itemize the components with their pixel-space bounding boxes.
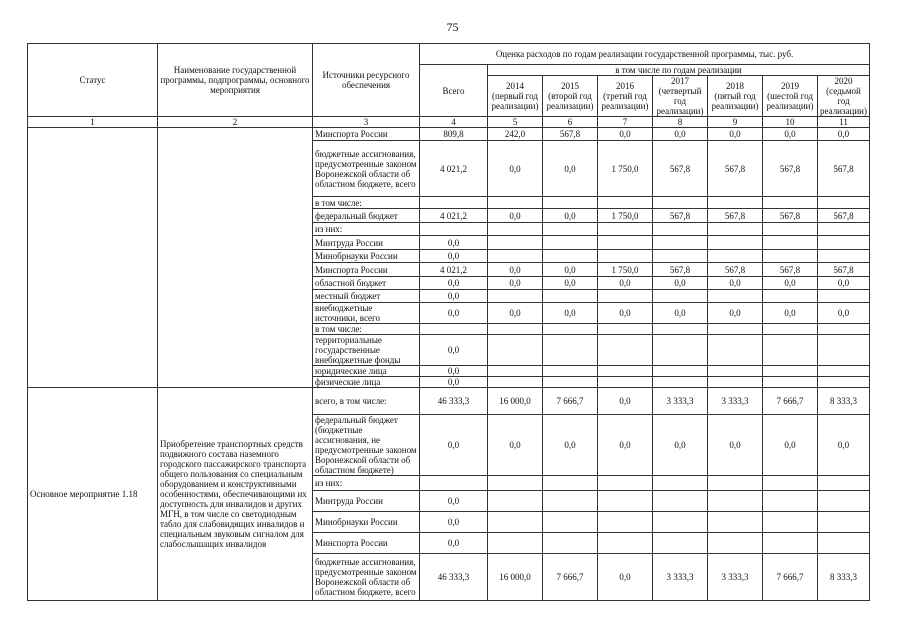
year-header xyxy=(543,76,598,117)
value-cell xyxy=(488,250,543,263)
column-number: 2 xyxy=(158,117,313,128)
value-cell: 0,0 xyxy=(420,303,488,324)
value-cell xyxy=(653,324,708,335)
value-cell xyxy=(653,512,708,533)
value-cell xyxy=(488,366,543,377)
value-cell xyxy=(708,533,763,554)
value-cell: 0,0 xyxy=(708,303,763,324)
source-cell: из них: xyxy=(313,476,420,491)
value-cell: 1 750,0 xyxy=(598,263,653,277)
value-cell xyxy=(543,335,598,366)
column-number: 10 xyxy=(763,117,818,128)
source-cell: Минобрнауки России xyxy=(313,512,420,533)
value-cell xyxy=(708,377,763,388)
value-cell xyxy=(818,512,870,533)
year-number: 2020 xyxy=(834,76,853,86)
value-cell xyxy=(653,236,708,250)
source-cell: юридические лица xyxy=(313,366,420,377)
estimate-header: Оценка расходов по годам реализации государственной программы, тыс. руб. xyxy=(420,44,870,65)
value-cell: 4 021,2 xyxy=(420,209,488,223)
source-cell: бюджетные ассигнования, предусмотренные законом Воронежской области об областном бюджете, всего xyxy=(313,554,420,601)
value-cell: 7 666,7 xyxy=(763,388,818,415)
source-cell: местный бюджет xyxy=(313,290,420,303)
value-cell xyxy=(420,476,488,491)
value-cell xyxy=(653,533,708,554)
value-cell: 7 666,7 xyxy=(763,554,818,601)
value-cell xyxy=(543,533,598,554)
value-cell xyxy=(598,324,653,335)
value-cell xyxy=(488,377,543,388)
value-cell xyxy=(598,366,653,377)
value-cell: 0,0 xyxy=(598,415,653,476)
event-status: Основное мероприятие 1.18 xyxy=(28,388,158,601)
value-cell xyxy=(488,197,543,209)
value-cell: 0,0 xyxy=(488,415,543,476)
value-cell xyxy=(598,335,653,366)
value-cell xyxy=(818,290,870,303)
value-cell xyxy=(818,250,870,263)
year-label: (первый год реализации) xyxy=(491,91,539,111)
year-label: (третий год реализации) xyxy=(601,91,649,111)
page-number: 75 xyxy=(446,20,459,34)
value-cell xyxy=(763,197,818,209)
value-cell xyxy=(543,197,598,209)
value-cell xyxy=(488,236,543,250)
value-cell: 16 000,0 xyxy=(488,554,543,601)
value-cell: 0,0 xyxy=(598,303,653,324)
value-cell xyxy=(818,335,870,366)
value-cell: 0,0 xyxy=(708,415,763,476)
value-cell xyxy=(708,290,763,303)
event-name: Приобретение транспортных средств подвижного состава наземного городского пассажирского транспорта общего пользования со специальным оборудованием и конструктивными особенностями, обеспечивающими их доступность для инвалидов и других МГН, в том числе со светодиодным табло для слабовидящих инвалидов и специальным звуковым сигналом для слабослышащих инвалидов xyxy=(158,388,313,601)
source-cell: всего, в том числе: xyxy=(313,388,420,415)
value-cell: 7 666,7 xyxy=(543,388,598,415)
value-cell xyxy=(488,223,543,236)
year-label: (четвертый год реализации) xyxy=(656,86,704,116)
value-cell xyxy=(543,476,598,491)
year-header xyxy=(818,76,870,117)
value-cell: 0,0 xyxy=(543,209,598,223)
value-cell: 3 333,3 xyxy=(653,554,708,601)
value-cell: 0,0 xyxy=(543,415,598,476)
value-cell: 3 333,3 xyxy=(653,388,708,415)
year-number: 2014 xyxy=(506,81,524,91)
value-cell xyxy=(708,366,763,377)
source-cell: Минспорта России xyxy=(313,263,420,277)
value-cell xyxy=(543,491,598,512)
value-cell: 0,0 xyxy=(543,303,598,324)
source-cell: Минспорта России xyxy=(313,533,420,554)
value-cell: 0,0 xyxy=(598,554,653,601)
value-cell: 567,8 xyxy=(708,141,763,197)
column-number: 6 xyxy=(543,117,598,128)
value-cell xyxy=(543,377,598,388)
column-number: 8 xyxy=(653,117,708,128)
value-cell xyxy=(763,236,818,250)
value-cell xyxy=(488,324,543,335)
value-cell: 567,8 xyxy=(763,263,818,277)
value-cell xyxy=(420,324,488,335)
value-cell xyxy=(598,223,653,236)
column-number: 1 xyxy=(28,117,158,128)
value-cell xyxy=(488,512,543,533)
value-cell: 0,0 xyxy=(420,236,488,250)
value-cell xyxy=(763,223,818,236)
value-cell: 567,8 xyxy=(653,141,708,197)
value-cell xyxy=(598,491,653,512)
value-cell: 567,8 xyxy=(708,263,763,277)
value-cell: 8 333,3 xyxy=(818,554,870,601)
value-cell: 0,0 xyxy=(763,128,818,141)
source-cell: физические лица xyxy=(313,377,420,388)
total-header: Всего xyxy=(420,65,488,117)
value-cell: 0,0 xyxy=(488,209,543,223)
value-cell: 3 333,3 xyxy=(708,554,763,601)
value-cell: 809,8 xyxy=(420,128,488,141)
value-cell: 0,0 xyxy=(653,128,708,141)
value-cell xyxy=(653,366,708,377)
value-cell xyxy=(763,290,818,303)
value-cell: 567,8 xyxy=(763,209,818,223)
value-cell xyxy=(818,223,870,236)
column-number: 4 xyxy=(420,117,488,128)
value-cell: 0,0 xyxy=(763,277,818,290)
value-cell: 567,8 xyxy=(543,128,598,141)
value-cell: 4 021,2 xyxy=(420,263,488,277)
value-cell: 0,0 xyxy=(420,533,488,554)
year-header xyxy=(763,76,818,117)
value-cell xyxy=(543,512,598,533)
value-cell xyxy=(598,236,653,250)
source-cell: в том числе: xyxy=(313,197,420,209)
budget-table xyxy=(27,43,870,601)
value-cell: 0,0 xyxy=(818,128,870,141)
name-cell-empty xyxy=(158,128,313,388)
value-cell xyxy=(818,533,870,554)
source-cell: областной бюджет xyxy=(313,277,420,290)
status-header: Статус xyxy=(28,44,158,117)
value-cell: 0,0 xyxy=(420,415,488,476)
source-cell: внебюджетные источники, всего xyxy=(313,303,420,324)
value-cell xyxy=(708,512,763,533)
year-label: (шестой год реализации) xyxy=(766,91,814,111)
value-cell xyxy=(488,533,543,554)
value-cell: 8 333,3 xyxy=(818,388,870,415)
value-cell xyxy=(420,223,488,236)
source-cell: территориальные государственные внебюджетные фонды xyxy=(313,335,420,366)
value-cell xyxy=(653,250,708,263)
value-cell: 7 666,7 xyxy=(543,554,598,601)
value-cell: 16 000,0 xyxy=(488,388,543,415)
value-cell: 0,0 xyxy=(420,512,488,533)
value-cell: 46 333,3 xyxy=(420,554,488,601)
year-number: 2017 xyxy=(671,76,689,86)
value-cell xyxy=(488,491,543,512)
value-cell xyxy=(598,250,653,263)
value-cell xyxy=(763,512,818,533)
value-cell xyxy=(763,335,818,366)
value-cell xyxy=(653,377,708,388)
year-number: 2018 xyxy=(726,81,744,91)
value-cell: 0,0 xyxy=(420,277,488,290)
table-row xyxy=(28,128,870,141)
column-number: 7 xyxy=(598,117,653,128)
value-cell: 0,0 xyxy=(653,303,708,324)
value-cell xyxy=(598,512,653,533)
value-cell: 46 333,3 xyxy=(420,388,488,415)
value-cell xyxy=(420,197,488,209)
value-cell xyxy=(763,250,818,263)
year-number: 2019 xyxy=(781,81,799,91)
value-cell: 0,0 xyxy=(598,128,653,141)
value-cell xyxy=(763,324,818,335)
value-cell: 0,0 xyxy=(598,277,653,290)
value-cell xyxy=(708,197,763,209)
value-cell xyxy=(653,290,708,303)
value-cell: 0,0 xyxy=(488,263,543,277)
value-cell: 567,8 xyxy=(653,263,708,277)
value-cell xyxy=(598,377,653,388)
name-header: Наименование государственной программы, подпрограммы, основного мероприятия xyxy=(158,44,313,117)
value-cell xyxy=(763,491,818,512)
source-cell: Минобрнауки России xyxy=(313,250,420,263)
source-cell: Минтруда России xyxy=(313,491,420,512)
value-cell: 567,8 xyxy=(708,209,763,223)
value-cell xyxy=(818,366,870,377)
value-cell xyxy=(763,377,818,388)
source-cell: федеральный бюджет xyxy=(313,209,420,223)
value-cell xyxy=(653,197,708,209)
source-cell: Минтруда России xyxy=(313,236,420,250)
value-cell: 0,0 xyxy=(420,335,488,366)
table-body xyxy=(28,44,870,601)
value-cell xyxy=(543,223,598,236)
value-cell xyxy=(653,491,708,512)
value-cell xyxy=(488,290,543,303)
value-cell: 567,8 xyxy=(763,141,818,197)
value-cell xyxy=(708,476,763,491)
year-header xyxy=(708,76,763,117)
value-cell xyxy=(598,290,653,303)
source-cell: бюджетные ассигнования, предусмотренные законом Воронежской области об областном бюджете, всего xyxy=(313,141,420,197)
value-cell xyxy=(543,236,598,250)
value-cell xyxy=(818,197,870,209)
value-cell xyxy=(708,223,763,236)
year-label: (пятый год реализации) xyxy=(711,91,759,111)
column-number: 5 xyxy=(488,117,543,128)
value-cell: 0,0 xyxy=(708,277,763,290)
source-cell: в том числе: xyxy=(313,324,420,335)
year-label: (седьмой год реализации) xyxy=(820,86,867,116)
value-cell xyxy=(543,366,598,377)
value-cell: 0,0 xyxy=(488,277,543,290)
value-cell: 0,0 xyxy=(653,277,708,290)
value-cell xyxy=(653,335,708,366)
value-cell: 567,8 xyxy=(818,141,870,197)
value-cell xyxy=(818,476,870,491)
value-cell: 0,0 xyxy=(488,141,543,197)
value-cell xyxy=(818,236,870,250)
value-cell xyxy=(818,377,870,388)
value-cell: 0,0 xyxy=(543,141,598,197)
value-cell: 0,0 xyxy=(653,415,708,476)
status-cell-empty xyxy=(28,128,158,388)
value-cell: 0,0 xyxy=(763,303,818,324)
value-cell xyxy=(653,476,708,491)
column-number: 3 xyxy=(313,117,420,128)
value-cell: 4 021,2 xyxy=(420,141,488,197)
column-number: 9 xyxy=(708,117,763,128)
year-number: 2016 xyxy=(616,81,634,91)
value-cell: 0,0 xyxy=(420,250,488,263)
value-cell xyxy=(763,366,818,377)
value-cell: 0,0 xyxy=(420,290,488,303)
header-row-1 xyxy=(28,44,870,65)
value-cell xyxy=(543,250,598,263)
year-label: (второй год реализации) xyxy=(546,91,594,111)
source-cell: федеральный бюджет (бюджетные ассигнования, не предусмотренные законом Воронежской области об областном бюджете) xyxy=(313,415,420,476)
value-cell xyxy=(598,476,653,491)
value-cell: 1 750,0 xyxy=(598,209,653,223)
sources-header: Источники ресурсного обеспечения xyxy=(313,44,420,117)
value-cell: 0,0 xyxy=(543,277,598,290)
table-row xyxy=(28,388,870,415)
value-cell xyxy=(708,491,763,512)
value-cell xyxy=(708,236,763,250)
value-cell: 1 750,0 xyxy=(598,141,653,197)
value-cell: 0,0 xyxy=(488,303,543,324)
value-cell xyxy=(543,290,598,303)
source-cell: из них: xyxy=(313,223,420,236)
value-cell xyxy=(488,335,543,366)
value-cell xyxy=(543,324,598,335)
value-cell: 0,0 xyxy=(818,303,870,324)
value-cell: 567,8 xyxy=(818,209,870,223)
year-header xyxy=(653,76,708,117)
value-cell: 0,0 xyxy=(420,366,488,377)
value-cell xyxy=(763,533,818,554)
value-cell: 567,8 xyxy=(653,209,708,223)
value-cell: 0,0 xyxy=(420,491,488,512)
by-years-header: в том числе по годам реализации xyxy=(488,65,870,76)
value-cell xyxy=(763,476,818,491)
column-number: 11 xyxy=(818,117,870,128)
value-cell: 0,0 xyxy=(598,388,653,415)
year-number: 2015 xyxy=(561,81,579,91)
value-cell xyxy=(708,335,763,366)
value-cell: 0,0 xyxy=(818,277,870,290)
value-cell: 0,0 xyxy=(543,263,598,277)
value-cell xyxy=(598,533,653,554)
value-cell: 0,0 xyxy=(420,377,488,388)
value-cell: 0,0 xyxy=(708,128,763,141)
value-cell: 3 333,3 xyxy=(708,388,763,415)
column-numbers-row xyxy=(28,117,870,128)
value-cell: 242,0 xyxy=(488,128,543,141)
value-cell xyxy=(708,250,763,263)
value-cell xyxy=(598,197,653,209)
value-cell xyxy=(708,324,763,335)
value-cell: 0,0 xyxy=(818,415,870,476)
source-cell: Минспорта России xyxy=(313,128,420,141)
value-cell: 0,0 xyxy=(763,415,818,476)
value-cell xyxy=(488,476,543,491)
value-cell xyxy=(818,491,870,512)
value-cell xyxy=(653,223,708,236)
year-header xyxy=(488,76,543,117)
year-header xyxy=(598,76,653,117)
value-cell: 567,8 xyxy=(818,263,870,277)
value-cell xyxy=(818,324,870,335)
